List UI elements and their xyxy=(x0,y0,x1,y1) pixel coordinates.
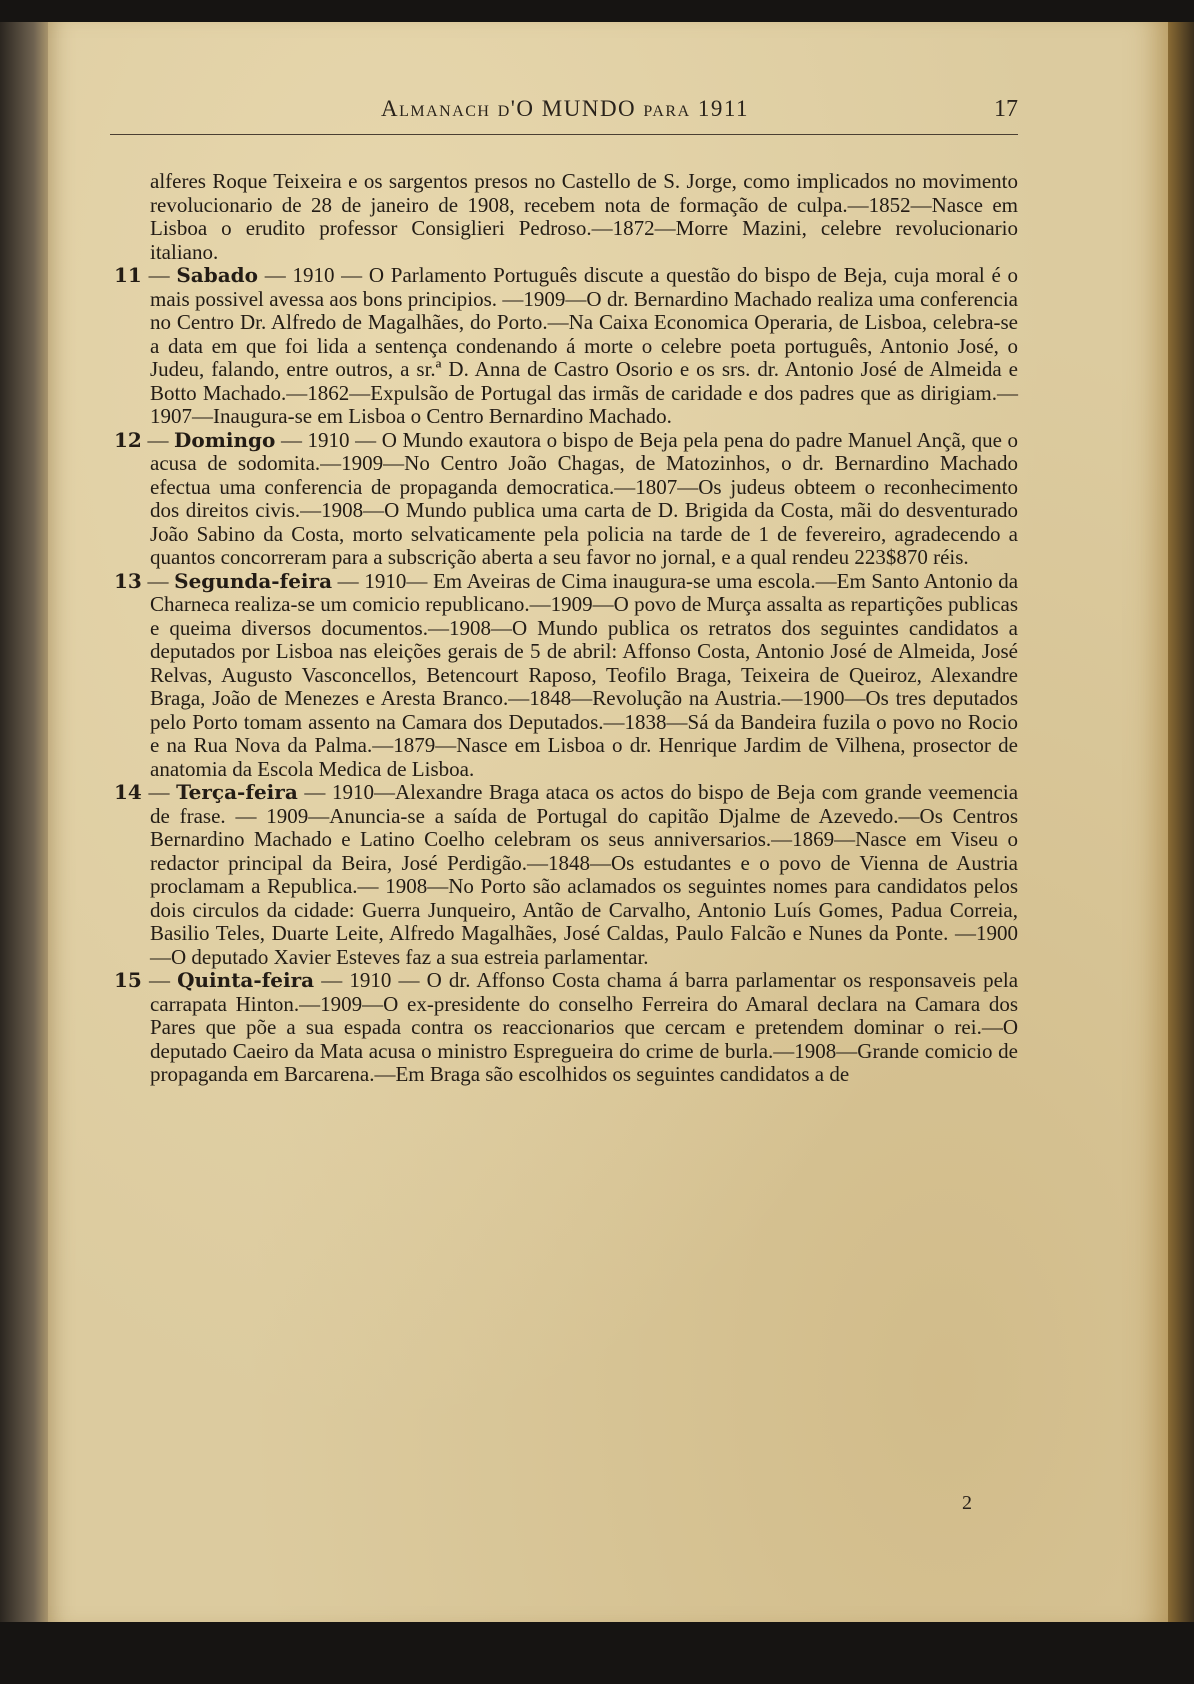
entry-day-number: 13 xyxy=(114,568,142,593)
continued-paragraph: alferes Roque Teixeira e os sargentos presos no Castello de S. Jorge, como implicados no movimento revolucionario de 28 de janeiro de 1908, recebem nota de formação de culpa.—1852—Nasce em Lisboa o erudito professor Consiglieri Pedroso.—1872—Morre Mazini, celebre revolucionario italiano. xyxy=(150,169,1018,264)
entry-dash: — xyxy=(148,263,170,287)
entry-weekday: Terça-feira xyxy=(176,780,298,804)
entry-13 xyxy=(114,570,1018,782)
entry-11 xyxy=(114,264,1018,429)
entry-day-number: 11 xyxy=(114,263,142,287)
entry-12 xyxy=(114,429,1018,570)
entry-day-number: 12 xyxy=(114,427,142,452)
signature-mark: 2 xyxy=(962,1492,972,1514)
book-spine-shadow xyxy=(0,22,48,1622)
entry-text: 1910 — O Parlamento Português discute a questão do bispo de Beja, cuja moral é o mais possivel avessa aos bons principios. —1909—O dr. Bernardino Machado realiza uma conferencia no Centro Dr. Alfredo de Magalhães, do Porto.—Na Caixa Economica Operaria, de Lisboa, celebra-se a data em que foi lida a sentença condenando á morte o celebre poeta português, Antonio José, o Judeu, falando, entre outros, a sr.ª D. Anna de Castro Osorio e os srs. dr. Antonio José de Almeida e Botto Machado.—1862—Expulsão de Portugal das irmãs de caridade e dos padres que as dirigiam.—1907—Inaugura-se em Lisboa o Centro Bernardino Machado. xyxy=(150,263,1019,428)
entry-dash: — xyxy=(148,968,170,992)
entry-weekday: Quinta-feira xyxy=(177,968,315,992)
running-title: Almanach d'O MUNDO para 1911 xyxy=(380,96,750,121)
entry-dash: — xyxy=(147,568,169,593)
entry-weekday: Domingo xyxy=(174,427,276,452)
entry-text: 1910— Em Aveiras de Cima inaugura-se uma escola.—Em Santo Antonio da Charneca realiza-se um comicio republicano.—1909—O povo de Murça assalta as repartições publicas e queima diversos documentos.—1908—O Mundo publica os retratos dos seguintes candidatos a deputados por Lisboa nas eleições gerais de 5 de abril: Affonso Costa, Antonio José de Almeida, José Relvas, Augusto Vasconcellos, Betencourt Raposo, Teofilo Braga, Teixeira de Queiroz, Alexandre Braga, João de Menezes e Aresta Branco.—1848—Revolução na Austria.—1900—Os tres deputados pelo Porto tomam assento na Camara dos Deputados.—1838—Sá da Bandeira fuzila o povo no Rocio e na Rua Nova da Palma.—1879—Nasce em Lisboa o dr. Henrique Jardim de Vilhena, prosector de anatomia da Escola Medica de Lisboa. xyxy=(150,568,1019,781)
chronology-text xyxy=(114,169,1019,1087)
entry-dash: — xyxy=(321,968,343,992)
entry-day-number: 15 xyxy=(114,968,142,992)
entry-text: 1910 — O Mundo exautora o bispo de Beja pela pena do padre Manuel Ançã, que o acusa de sodomita.—1909—No Centro João Chagas, de Matozinhos, o dr. Bernardino Machado efectua uma conferencia de propaganda democratica.—1807—Os judeus obteem o reconhecimento dos direitos civis.—1908—O Mundo publica uma carta de D. Brigida da Costa, mãi do desventurado João Sabino da Costa, morto selvaticamente pela policia na tarde de 1 de fevereiro, agradecendo a quantos concorreram para a subscrição aberta a seu favor no jornal, e a qual rendeu 223$870 réis. xyxy=(150,427,1019,569)
entry-weekday: Sabado xyxy=(176,263,258,287)
entry-15 xyxy=(114,969,1018,1087)
page-number: 17 xyxy=(994,96,1018,122)
entry-dash: — xyxy=(304,780,326,804)
entry-day-number: 14 xyxy=(114,780,142,804)
entry-text: 1910 — O dr. Affonso Costa chama á barra parlamentar os responsaveis pela carrapata Hinton.—1909—O ex-presidente do conselho Ferreira do Amaral declara na Camara dos Pares que põe a sua espada contra os reaccionarios que cercam e pretendem dominar o rei.—O deputado Caeiro da Mata acusa o ministro Espregueira do crime de burla.—1908—Grande comicio de propaganda em Barcarena.—Em Braga são escolhidos os seguintes candidatos a de xyxy=(150,968,1019,1086)
header-rule xyxy=(110,134,1018,135)
entry-weekday: Segunda-feira xyxy=(174,568,333,593)
entry-dash: — xyxy=(148,780,170,804)
entry-dash: — xyxy=(280,427,302,452)
entry-dash: — xyxy=(147,427,169,452)
entry-text: 1910—Alexandre Braga ataca os actos do bispo de Beja com grande veemencia de frase. — 1909—Anuncia-se a saída de Portugal do capitão Djalme de Azevedo.—Os Centros Bernardino Machado e Latino Coelho celebram os seus anniversarios.—1869—Nasce em Viseu o redactor principal da Beira, José Perdigão.—1848—Os estudantes e o povo de Vienna de Austria proclamam a Republica.— 1908—No Porto são aclamados os seguintes nomes para candidatos pelos dois circulos da cidade: Guerra Junqueiro, Antão de Carvalho, Antonio Luís Gomes, Padua Correia, Basilio Teles, Duarte Leite, Alfredo Magalhães, José Caldas, Paulo Falcão e Nunes da Ponte. —1900—O deputado Xavier Esteves faz a sua estreia parlamentar. xyxy=(150,780,1019,969)
entry-dash: — xyxy=(337,568,359,593)
entry-14 xyxy=(114,781,1018,969)
page-edge-shadow xyxy=(1168,22,1194,1622)
entry-dash: — xyxy=(264,263,286,287)
running-header xyxy=(112,96,1018,130)
